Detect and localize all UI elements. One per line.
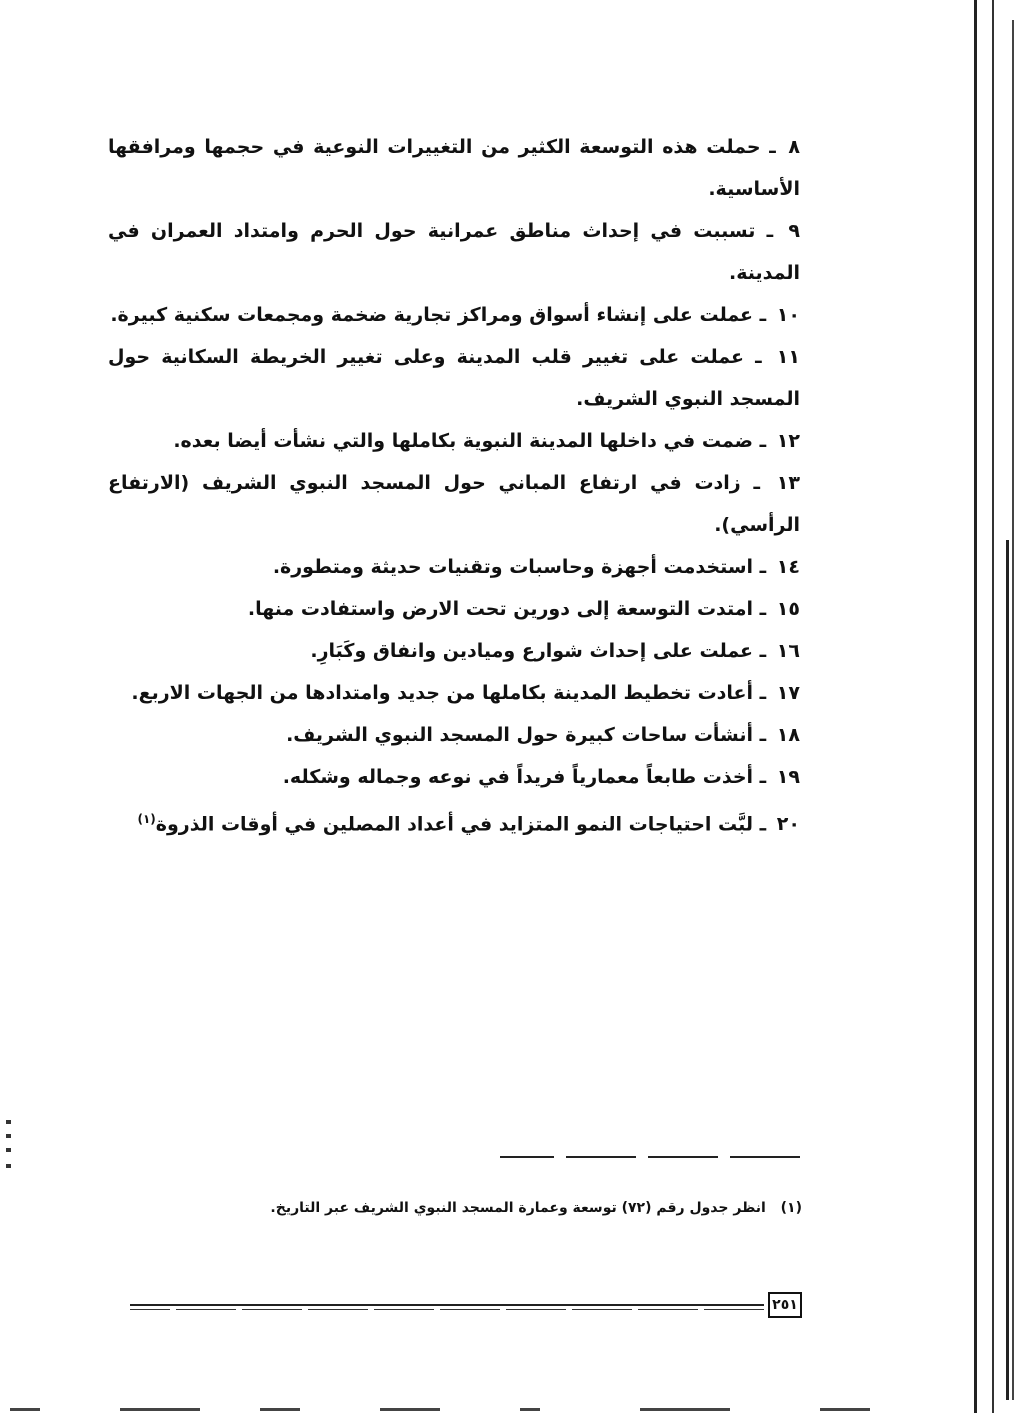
list-item: [108, 756, 800, 798]
list-item: [108, 462, 800, 546]
list-item: [108, 798, 800, 845]
numbered-list: [108, 126, 800, 845]
item-separator: ـ: [759, 556, 767, 578]
item-number: ٢٠: [776, 813, 800, 836]
page-number: ٢٥١: [768, 1292, 802, 1318]
footnote-marker: (١): [780, 1200, 802, 1216]
list-item: [108, 588, 800, 630]
scan-binding-edge: [966, 0, 1018, 1413]
item-separator: ـ: [766, 220, 774, 242]
item-number: ١٧: [776, 682, 800, 704]
item-separator: ـ: [755, 346, 762, 368]
binding-line: [1006, 540, 1009, 1400]
page-footer: [130, 1292, 802, 1322]
item-number: ١٢: [776, 430, 800, 452]
binding-line: [992, 0, 994, 1413]
list-item: [108, 126, 800, 210]
item-text: عملت على إحداث شوارع وميادين وانفاق وكَبَارِ.: [310, 640, 754, 662]
scan-speckles: [6, 1120, 12, 1180]
item-text: لبَّت احتياجات النمو المتزايد في أعداد المصلين في أوقات الذروة: [155, 813, 754, 836]
footer-rule: [130, 1309, 764, 1310]
footnote-reference[interactable]: (١): [137, 812, 156, 826]
item-text: أخذت طابعاً معمارياً فريداً في نوعه وجماله وشكله.: [282, 766, 754, 788]
footnote-text: انظر جدول رقم (٧٢) توسعة وعمارة المسجد النبوي الشريف عبر التاريخ.: [270, 1200, 766, 1216]
item-text: ضمت في داخلها المدينة النبوية بكاملها والتي نشأت أيضا بعده.: [173, 430, 754, 452]
footer-rule: [130, 1304, 764, 1306]
binding-line: [974, 0, 977, 1413]
scan-bottom-noise: [0, 1405, 1018, 1411]
item-separator: ـ: [759, 766, 767, 788]
item-number: ١٠: [776, 304, 800, 326]
item-text: أعادت تخطيط المدينة بكاملها من جديد وامتدادها من الجهات الاربع.: [131, 682, 754, 704]
item-text: حملت هذه التوسعة الكثير من التغييرات النوعية في حجمها ومرافقها الأساسية.: [108, 136, 800, 200]
item-number: ١٥: [776, 598, 800, 620]
item-text: أنشأت ساحات كبيرة حول المسجد النبوي الشريف.: [286, 724, 754, 746]
list-item: [108, 210, 800, 294]
list-item: [108, 420, 800, 462]
list-item: [108, 630, 800, 672]
item-number: ١٤: [776, 556, 800, 578]
item-separator: ـ: [759, 598, 767, 620]
item-number: ١٦: [776, 640, 800, 662]
item-text: امتدت التوسعة إلى دورين تحت الارض واستفادت منها.: [247, 598, 754, 620]
item-text: زادت في ارتفاع المباني حول المسجد النبوي الشريف (الارتفاع الرأسي).: [108, 472, 800, 536]
list-item: [108, 546, 800, 588]
item-number: ١١: [776, 346, 800, 368]
list-item: [108, 336, 800, 420]
item-number: ١٩: [776, 766, 800, 788]
item-text: استخدمت أجهزة وحاسبات وتقنيات حديثة ومتطورة.: [272, 556, 754, 578]
item-separator: ـ: [759, 430, 767, 452]
list-item: [108, 294, 800, 336]
list-item: [108, 714, 800, 756]
item-number: ٩: [788, 220, 801, 242]
item-text: تسببت في إحداث مناطق عمرانية حول الحرم وامتداد العمران في المدينة.: [108, 220, 800, 284]
item-number: ١٨: [776, 724, 800, 746]
item-text: عملت على تغيير قلب المدينة وعلى تغيير الخريطة السكانية حول المسجد النبوي الشريف.: [108, 346, 800, 410]
footnote-divider: [500, 1156, 800, 1158]
list-item: [108, 672, 800, 714]
item-text: عملت على إنشاء أسواق ومراكز تجارية ضخمة ومجمعات سكنية كبيرة.: [110, 304, 754, 326]
item-separator: ـ: [769, 136, 776, 158]
item-separator: ـ: [759, 304, 767, 326]
footnote: [240, 1196, 802, 1220]
item-separator: ـ: [759, 724, 767, 746]
item-separator: ـ: [753, 472, 761, 494]
item-separator: ـ: [759, 640, 767, 662]
binding-line: [1012, 20, 1014, 1400]
item-number: ٨: [788, 136, 800, 158]
item-number: ١٣: [776, 472, 800, 494]
item-separator: ـ: [759, 682, 767, 704]
item-separator: ـ: [759, 813, 767, 836]
